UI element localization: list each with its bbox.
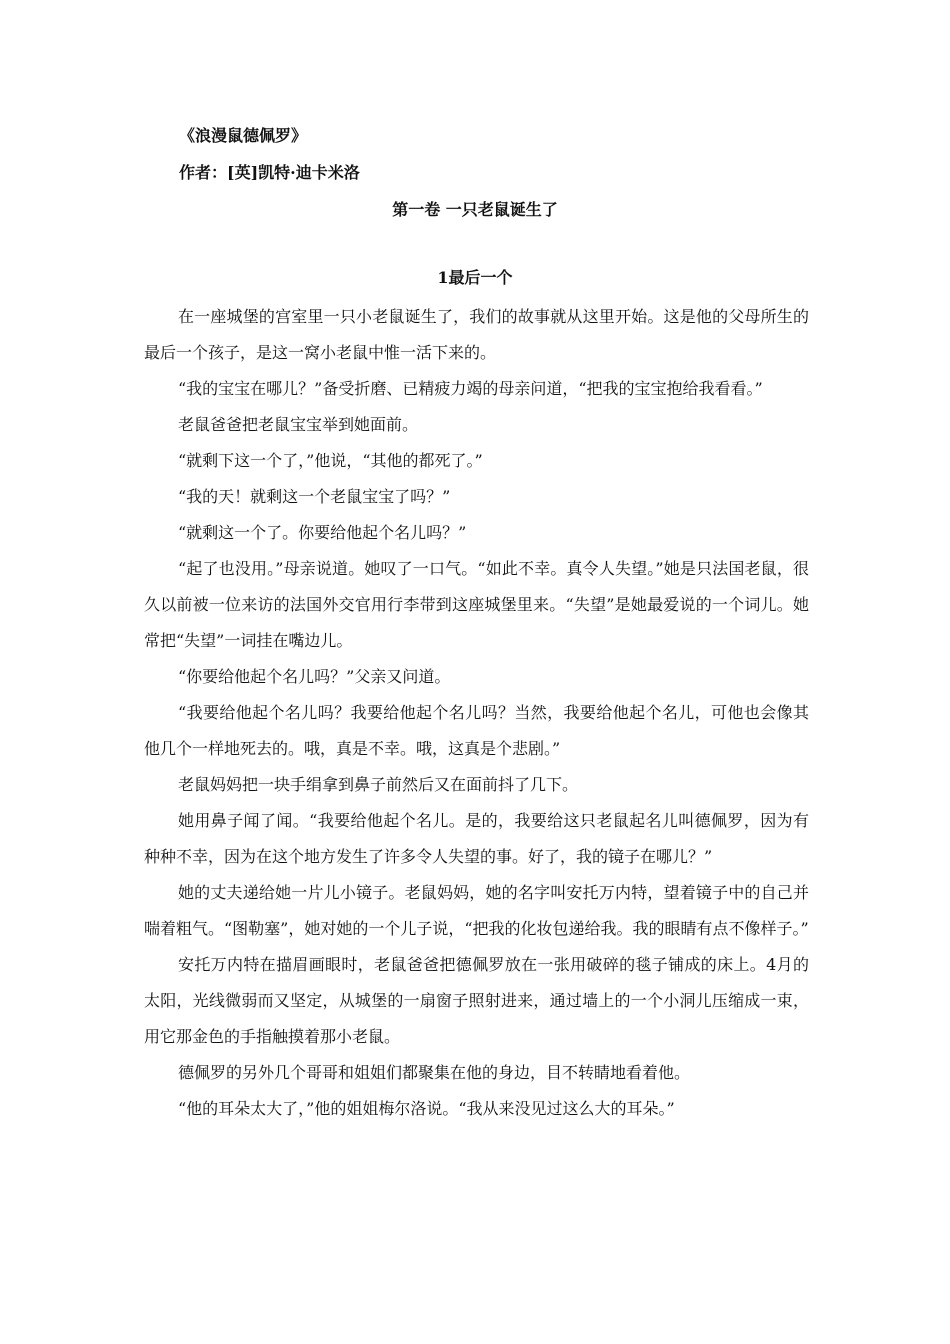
paragraph: 老鼠妈妈把一块手绢拿到鼻子前然后又在面前抖了几下。 <box>178 775 579 794</box>
paragraph: “我的宝宝在哪儿？”备受折磨、已精疲力竭的母亲问道，“把我的宝宝抱给我看看。” <box>178 379 763 398</box>
book-title: 《浪漫鼠德佩罗》 <box>179 126 308 145</box>
paragraph: “就剩这一个了。你要给他起个名儿吗？” <box>178 523 467 542</box>
paragraph: “起了也没用。”母亲说道。她叹了一口气。“如此不幸。真令人失望。”她是只法国老鼠，很久以前被一位来访的法国外交官用行李带到这座城堡里来。“失望”是她最爱说的一个词儿。她常把“失望”一词挂在嘴边儿。 <box>144 559 809 650</box>
paragraph: “他的耳朵太大了，”他的姐姐梅尔洛说。“我从来没见过这么大的耳朵。” <box>178 1099 675 1118</box>
author-line: 作者：[英]凯特·迪卡米洛 <box>179 163 360 182</box>
volume-title: 第一卷 一只老鼠诞生了 <box>392 200 558 219</box>
paragraph: 德佩罗的另外几个哥哥和姐姐们都聚集在他的身边，目不转睛地看着他。 <box>178 1063 691 1082</box>
paragraph: “就剩下这一个了，”他说，“其他的都死了。” <box>178 451 483 470</box>
paragraph: “你要给他起个名儿吗？”父亲又问道。 <box>178 667 451 686</box>
chapter-body <box>144 299 809 1127</box>
paragraph: 在一座城堡的宫室里一只小老鼠诞生了，我们的故事就从这里开始。这是他的父母所生的最后一个孩子，是这一窝小老鼠中惟一活下来的。 <box>144 307 809 362</box>
paragraph: 安托万内特在描眉画眼时，老鼠爸爸把德佩罗放在一张用破碎的毯子铺成的床上。4月的太阳，光线微弱而又坚定，从城堡的一扇窗子照射进来，通过墙上的一个小洞儿压缩成一束，用它那金色的手指触摸着那小老鼠。 <box>144 955 809 1046</box>
paragraph: 她的丈夫递给她一片儿小镜子。老鼠妈妈，她的名字叫安托万内特，望着镜子中的自己并喘着粗气。“图勒塞”，她对她的一个儿子说，“把我的化妆包递给我。我的眼睛有点不像样子。” <box>144 883 809 938</box>
paragraph: “我的天！就剩这一个老鼠宝宝了吗？” <box>178 487 451 506</box>
paragraph: “我要给他起个名儿吗？我要给他起个名儿吗？当然，我要给他起个名儿，可他也会像其他几个一样地死去的。哦，真是不幸。哦，这真是个悲剧。” <box>144 703 809 758</box>
paragraph: 她用鼻子闻了闻。“我要给他起个名儿。是的，我要给这只老鼠起名儿叫德佩罗，因为有种种不幸，因为在这个地方发生了许多令人失望的事。好了，我的镜子在哪儿？” <box>144 811 809 866</box>
paragraph: 老鼠爸爸把老鼠宝宝举到她面前。 <box>178 415 419 434</box>
chapter-title: 1最后一个 <box>437 268 513 287</box>
